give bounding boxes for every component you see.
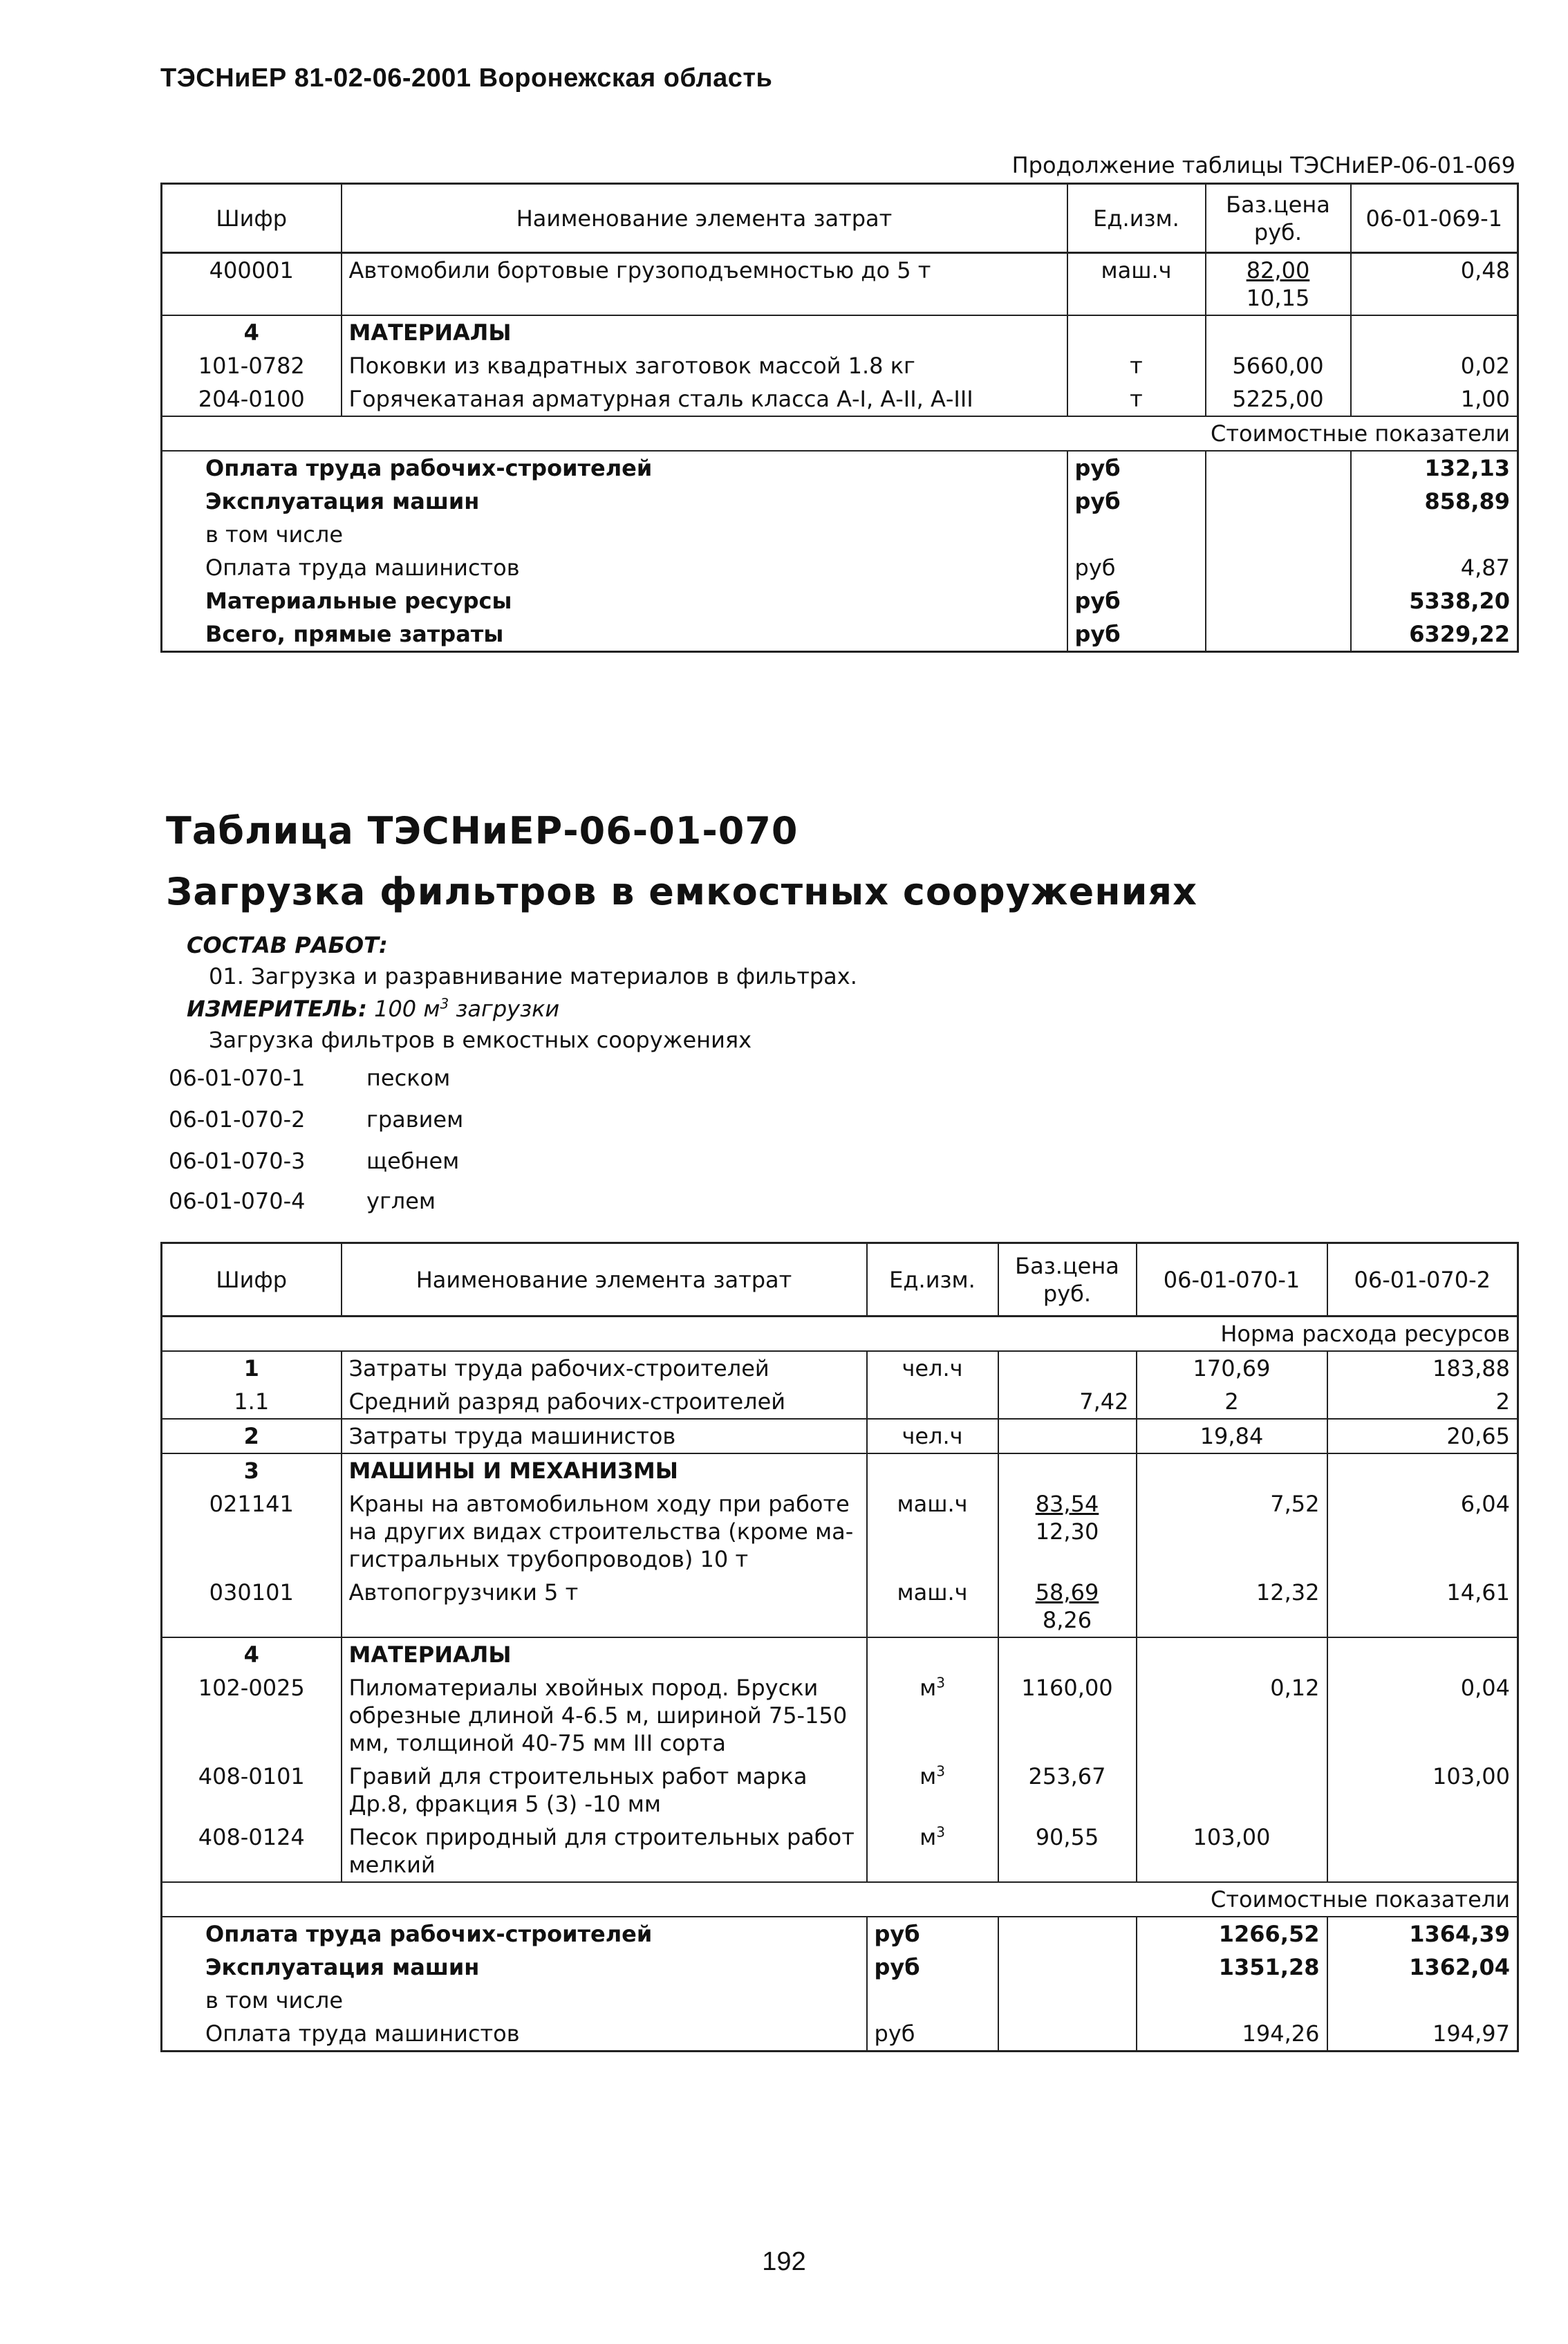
row-name: МАТЕРИАЛЫ xyxy=(342,315,1067,349)
row-unit: $м^3$ xyxy=(867,1821,998,1882)
sostav-label: СОСТАВ РАБОТ: xyxy=(187,932,388,958)
row-code: 400001 xyxy=(162,253,342,316)
row-value-1: 7,52 xyxy=(1137,1487,1327,1576)
cost-value-1: 194,26 xyxy=(1137,2017,1327,2052)
price-secondary: 12,30 xyxy=(1035,1518,1099,1545)
row-value-1: 103,00 xyxy=(1137,1821,1327,1882)
table-row xyxy=(162,382,1518,416)
row-code: 102-0025 xyxy=(162,1671,342,1760)
table-row xyxy=(162,1576,1518,1637)
row-name: Пиломатериалы хвойных пород. Бруски обрезные длиной 4-6.5 м, шириной 75-150 мм, толщиной 40-75 мм III сорта xyxy=(342,1671,867,1760)
cost-row xyxy=(162,551,1518,584)
row-price xyxy=(1206,253,1351,316)
row-name: Затраты труда рабочих-строителей xyxy=(342,1351,867,1385)
cost-name: Оплата труда рабочих-строителей xyxy=(162,451,1067,485)
row-code: 204-0100 xyxy=(162,382,342,416)
row-value-2: 14,61 xyxy=(1327,1576,1518,1637)
row-value-2: 20,65 xyxy=(1327,1419,1518,1453)
row-code: 1.1 xyxy=(162,1385,342,1419)
row-name: Средний разряд рабочих-строителей xyxy=(342,1385,867,1419)
cost-row xyxy=(162,1917,1518,1951)
row-name: Поковки из квадратных заготовок массой 1.8 кг xyxy=(342,349,1067,382)
sostav-item: 01. Загрузка и разравнивание материалов в фильтрах. xyxy=(209,963,857,989)
cost-value: 132,13 xyxy=(1351,451,1518,485)
row-value-2: 103,00 xyxy=(1327,1760,1518,1821)
row-price: 1160,00 xyxy=(998,1671,1137,1760)
cost-unit: руб xyxy=(1067,617,1206,652)
cost-value-2: 1362,04 xyxy=(1327,1951,1518,1984)
cost-value-2: 1364,39 xyxy=(1327,1917,1518,1951)
row-unit: $м^3$ xyxy=(867,1760,998,1821)
col-header-code: Шифр xyxy=(162,184,342,253)
table-row xyxy=(162,1419,1518,1453)
row-value: 0,02 xyxy=(1351,349,1518,382)
row-unit: маш.ч xyxy=(867,1576,998,1637)
cost-value-1: 1266,52 xyxy=(1137,1917,1327,1951)
item-label: гравием xyxy=(366,1106,464,1133)
table-header-row xyxy=(162,184,1518,253)
row-value: 0,48 xyxy=(1351,253,1518,316)
cost-name: Эксплуатация машин xyxy=(162,485,1067,518)
col-header-unit: Ед.изм. xyxy=(867,1243,998,1317)
col-header-norm-1: 06-01-070-1 xyxy=(1137,1243,1327,1317)
cost-unit: руб xyxy=(867,2017,998,2052)
row-code: 2 xyxy=(162,1419,342,1453)
cost-unit: руб xyxy=(1067,451,1206,485)
cost-name: Оплата труда рабочих-строителей xyxy=(162,1917,867,1951)
row-code: 021141 xyxy=(162,1487,342,1576)
row-name: Автомобили бортовые грузоподъемностью до 5 т xyxy=(342,253,1067,316)
table-row xyxy=(162,253,1518,316)
cost-value: 858,89 xyxy=(1351,485,1518,518)
row-value-2: 0,04 xyxy=(1327,1671,1518,1760)
price-secondary: 8,26 xyxy=(1042,1607,1092,1633)
cost-value-1: 1351,28 xyxy=(1137,1951,1327,1984)
col-header-price: Баз.цена руб. xyxy=(1206,184,1351,253)
table-continuation-caption: Продолжение таблицы ТЭСНиЕР-06-01-069 xyxy=(1011,152,1515,178)
intro-text: Загрузка фильтров в емкостных сооружениях xyxy=(209,1027,752,1053)
izmeritel xyxy=(187,996,559,1022)
izm-label: ИЗМЕРИТЕЛЬ: xyxy=(187,996,367,1022)
cost-row xyxy=(162,518,1518,551)
cost-row xyxy=(162,2017,1518,2052)
row-value: 1,00 xyxy=(1351,382,1518,416)
row-code: 408-0101 xyxy=(162,1760,342,1821)
row-value-1: 19,84 xyxy=(1137,1419,1327,1453)
row-name: МАШИНЫ И МЕХАНИЗМЫ xyxy=(342,1453,867,1487)
row-code: 101-0782 xyxy=(162,349,342,382)
row-value-1: 12,32 xyxy=(1137,1576,1327,1637)
table-row xyxy=(162,1637,1518,1671)
table-row xyxy=(162,315,1518,349)
cost-row xyxy=(162,451,1518,485)
item-code: 06-01-070-3 xyxy=(169,1148,306,1174)
izm-value: 100 $м^3$ загрузки xyxy=(374,995,560,1022)
row-code: 1 xyxy=(162,1351,342,1385)
cost-row xyxy=(162,1984,1518,2017)
row-code: 030101 xyxy=(162,1576,342,1637)
cost-title: Стоимостные показатели xyxy=(162,416,1518,451)
item-code: 06-01-070-1 xyxy=(169,1065,306,1091)
row-unit: т xyxy=(1067,349,1206,382)
row-value-2: 6,04 xyxy=(1327,1487,1518,1576)
cost-row xyxy=(162,617,1518,652)
cost-unit: руб xyxy=(1067,485,1206,518)
col-header-norm-2: 06-01-070-2 xyxy=(1327,1243,1518,1317)
cost-name: Эксплуатация машин xyxy=(162,1951,867,1984)
cost-title-row xyxy=(162,416,1518,451)
row-value-1: 0,12 xyxy=(1137,1671,1327,1760)
table-row xyxy=(162,1453,1518,1487)
row-unit: чел.ч xyxy=(867,1419,998,1453)
row-unit: маш.ч xyxy=(1067,253,1206,316)
cost-name: Оплата труда машинистов xyxy=(162,2017,867,2052)
table-06-01-070 xyxy=(160,1242,1519,2052)
row-unit: маш.ч xyxy=(867,1487,998,1576)
cost-name: Материальные ресурсы xyxy=(162,584,1067,617)
row-name: Гравий для строительных работ марка Др.8, фракция 5 (3) -10 мм xyxy=(342,1760,867,1821)
col-header-price: Баз.цена руб. xyxy=(998,1243,1137,1317)
cost-unit: руб xyxy=(1067,551,1206,584)
row-price: 90,55 xyxy=(998,1821,1137,1882)
row-code: 408-0124 xyxy=(162,1821,342,1882)
cost-name: в том числе xyxy=(162,1984,867,2017)
price-value: 83,54 xyxy=(1035,1491,1099,1517)
row-code: 4 xyxy=(162,315,342,349)
row-price xyxy=(998,1487,1137,1576)
cost-value: 6329,22 xyxy=(1351,617,1518,652)
table-row xyxy=(162,1760,1518,1821)
col-header-unit: Ед.изм. xyxy=(1067,184,1206,253)
cost-value-2: 194,97 xyxy=(1327,2017,1518,2052)
price-value: 58,69 xyxy=(1035,1579,1099,1606)
section-subtitle: Загрузка фильтров в емкостных сооружениях xyxy=(166,870,1197,913)
item-label: песком xyxy=(366,1065,451,1091)
row-name: Затраты труда машинистов xyxy=(342,1419,867,1453)
cost-name: Оплата труда машинистов xyxy=(162,551,1067,584)
row-name: Песок природный для строительных работ мелкий xyxy=(342,1821,867,1882)
col-header-name: Наименование элемента затрат xyxy=(342,184,1067,253)
col-header-name: Наименование элемента затрат xyxy=(342,1243,867,1317)
row-name: Горячекатаная арматурная сталь класса А-I, А-II, А-III xyxy=(342,382,1067,416)
cost-row xyxy=(162,485,1518,518)
cost-row xyxy=(162,1951,1518,1984)
document-header: ТЭСНиЕР 81-02-06-2001 Воронежская область xyxy=(160,64,773,93)
table-row xyxy=(162,1671,1518,1760)
col-header-norm: 06-01-069-1 xyxy=(1351,184,1518,253)
row-code: 3 xyxy=(162,1453,342,1487)
table-row xyxy=(162,1385,1518,1419)
cost-title: Стоимостные показатели xyxy=(162,1882,1518,1917)
row-name: Краны на автомобильном ходу при работе на других видах строительства (кроме ма-гистральных трубопроводов) 10 т xyxy=(342,1487,867,1576)
row-unit: чел.ч xyxy=(867,1351,998,1385)
row-code: 4 xyxy=(162,1637,342,1671)
cost-row xyxy=(162,584,1518,617)
price-value: 82,00 xyxy=(1246,257,1310,283)
row-unit: т xyxy=(1067,382,1206,416)
table-header-row xyxy=(162,1243,1518,1317)
row-price: 253,67 xyxy=(998,1760,1137,1821)
row-name: МАТЕРИАЛЫ xyxy=(342,1637,867,1671)
section-title: Таблица ТЭСНиЕР-06-01-070 xyxy=(166,809,799,853)
cost-value: 5338,20 xyxy=(1351,584,1518,617)
table-row xyxy=(162,1351,1518,1385)
row-name: Автопогрузчики 5 т xyxy=(342,1576,867,1637)
row-value-2: 183,88 xyxy=(1327,1351,1518,1385)
item-code: 06-01-070-2 xyxy=(169,1106,306,1133)
cost-name: Всего, прямые затраты xyxy=(162,617,1067,652)
table-row xyxy=(162,349,1518,382)
row-value-1: 170,69 xyxy=(1137,1351,1327,1385)
row-price: 5225,00 xyxy=(1206,382,1351,416)
item-label: углем xyxy=(366,1188,436,1214)
cost-title-row xyxy=(162,1882,1518,1917)
table-row xyxy=(162,1487,1518,1576)
row-value-2: 2 xyxy=(1327,1385,1518,1419)
item-code: 06-01-070-4 xyxy=(169,1188,306,1214)
row-value-1: 2 xyxy=(1137,1385,1327,1419)
row-price: 7,42 xyxy=(998,1385,1137,1419)
row-unit: $м^3$ xyxy=(867,1671,998,1760)
cost-unit: руб xyxy=(867,1917,998,1951)
norm-title-row xyxy=(162,1317,1518,1352)
table-06-01-069 xyxy=(160,183,1519,653)
col-header-code: Шифр xyxy=(162,1243,342,1317)
norm-title: Норма расхода ресурсов xyxy=(162,1317,1518,1352)
item-label: щебнем xyxy=(366,1148,460,1174)
row-price xyxy=(998,1576,1137,1637)
cost-unit: руб xyxy=(1067,584,1206,617)
row-price: 5660,00 xyxy=(1206,349,1351,382)
cost-name: в том числе xyxy=(162,518,1067,551)
page-number: 192 xyxy=(762,2247,806,2276)
cost-unit: руб xyxy=(867,1951,998,1984)
table-row xyxy=(162,1821,1518,1882)
price-secondary: 10,15 xyxy=(1246,285,1310,311)
cost-value: 4,87 xyxy=(1351,551,1518,584)
